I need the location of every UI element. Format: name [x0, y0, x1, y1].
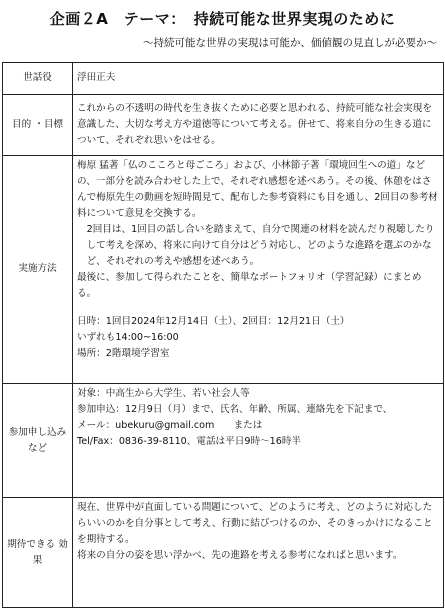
table-row-host — [3, 63, 444, 95]
application-content — [73, 384, 444, 498]
effect-paragraph-1: 現在、世界中が直面している問題について、どのように考え、どのように対応したらいいのかを自分事として考え、行動に結びつけるのか、そのきっかけになることを期待する。 — [77, 502, 433, 546]
table-row-effect — [3, 498, 444, 608]
info-table — [2, 62, 444, 608]
purpose-text: これからの不透明の時代を生き抜くために必要と思われる、持続可能な社会実現を意識した、大切な考え方や道徳等について考える。併せて、将来自分の生きる道について、それぞれ思いをはせる。 — [73, 94, 444, 155]
method-dates: 日時：1回目2024年12月14日（土）、2回目：12月21日（土） — [77, 315, 350, 327]
purpose-label: 目的 ・目標 — [3, 94, 73, 155]
method-time: いずれも14:00~16:00 — [77, 331, 179, 343]
application-phone: Tel/Fax：0836-39-8110、電話は平日9時～16時半 — [77, 436, 302, 448]
method-place: 場所：2階環境学習室 — [77, 347, 170, 359]
page-title: 企画２A テーマ： 持続可能な世界実現のために — [49, 10, 396, 28]
table-row-application — [3, 384, 444, 498]
application-label: 参加申し込み など — [3, 384, 73, 498]
host-value: 浮田正夫 — [73, 63, 444, 95]
effect-label: 期待できる 効果 — [3, 498, 73, 608]
page-subtitle: 〜持続可能な世界の実現は可能か、価値観の見直しが必要か〜 — [143, 37, 437, 49]
application-email: メール：ubekuru@gmail.com または — [77, 420, 263, 432]
method-content — [73, 155, 444, 383]
effect-paragraph-2: 将来の自分の姿を思い浮かべ、先の進路を考える参考になればと思います。 — [77, 550, 403, 562]
host-label: 世話役 — [3, 63, 73, 95]
table-row-purpose — [3, 94, 444, 155]
table-row-method — [3, 155, 444, 383]
method-label: 実施方法 — [3, 155, 73, 383]
spacer — [77, 302, 439, 314]
application-deadline: 参加申込：12月9日（月）まで、氏名、年齢、所属、連絡先を下記まで、 — [77, 404, 393, 416]
application-target: 対象：中高生から大学生、若い社会人等 — [77, 388, 250, 400]
effect-content — [73, 498, 444, 608]
method-paragraph-2: 2回目は、1回目の話し合いを踏まえて、自分で関連の材料を読んだり視聴したりして考えを深め、将来に向けて自分はどう対応し、どのような進路を選ぶのかなど、それぞれの考えや感想を述べあう。 — [86, 223, 435, 267]
method-paragraph-3: 最後に、参加して得られたことを、簡単なポートフォリオ（学習記録）にまとめる。 — [77, 271, 422, 299]
method-paragraph-1: 梅原 猛著「仏のこころと母ごころ」および、小林節子著「環境回生への道」などの、一部分を読み合わせした上で、それぞれ感想を述べあう。その後、休憩をはさんで梅原先生の動画を短時間見て、配布した参考資料にも目を通し、2回目の参考材料について意見を交換する。 — [77, 159, 438, 219]
